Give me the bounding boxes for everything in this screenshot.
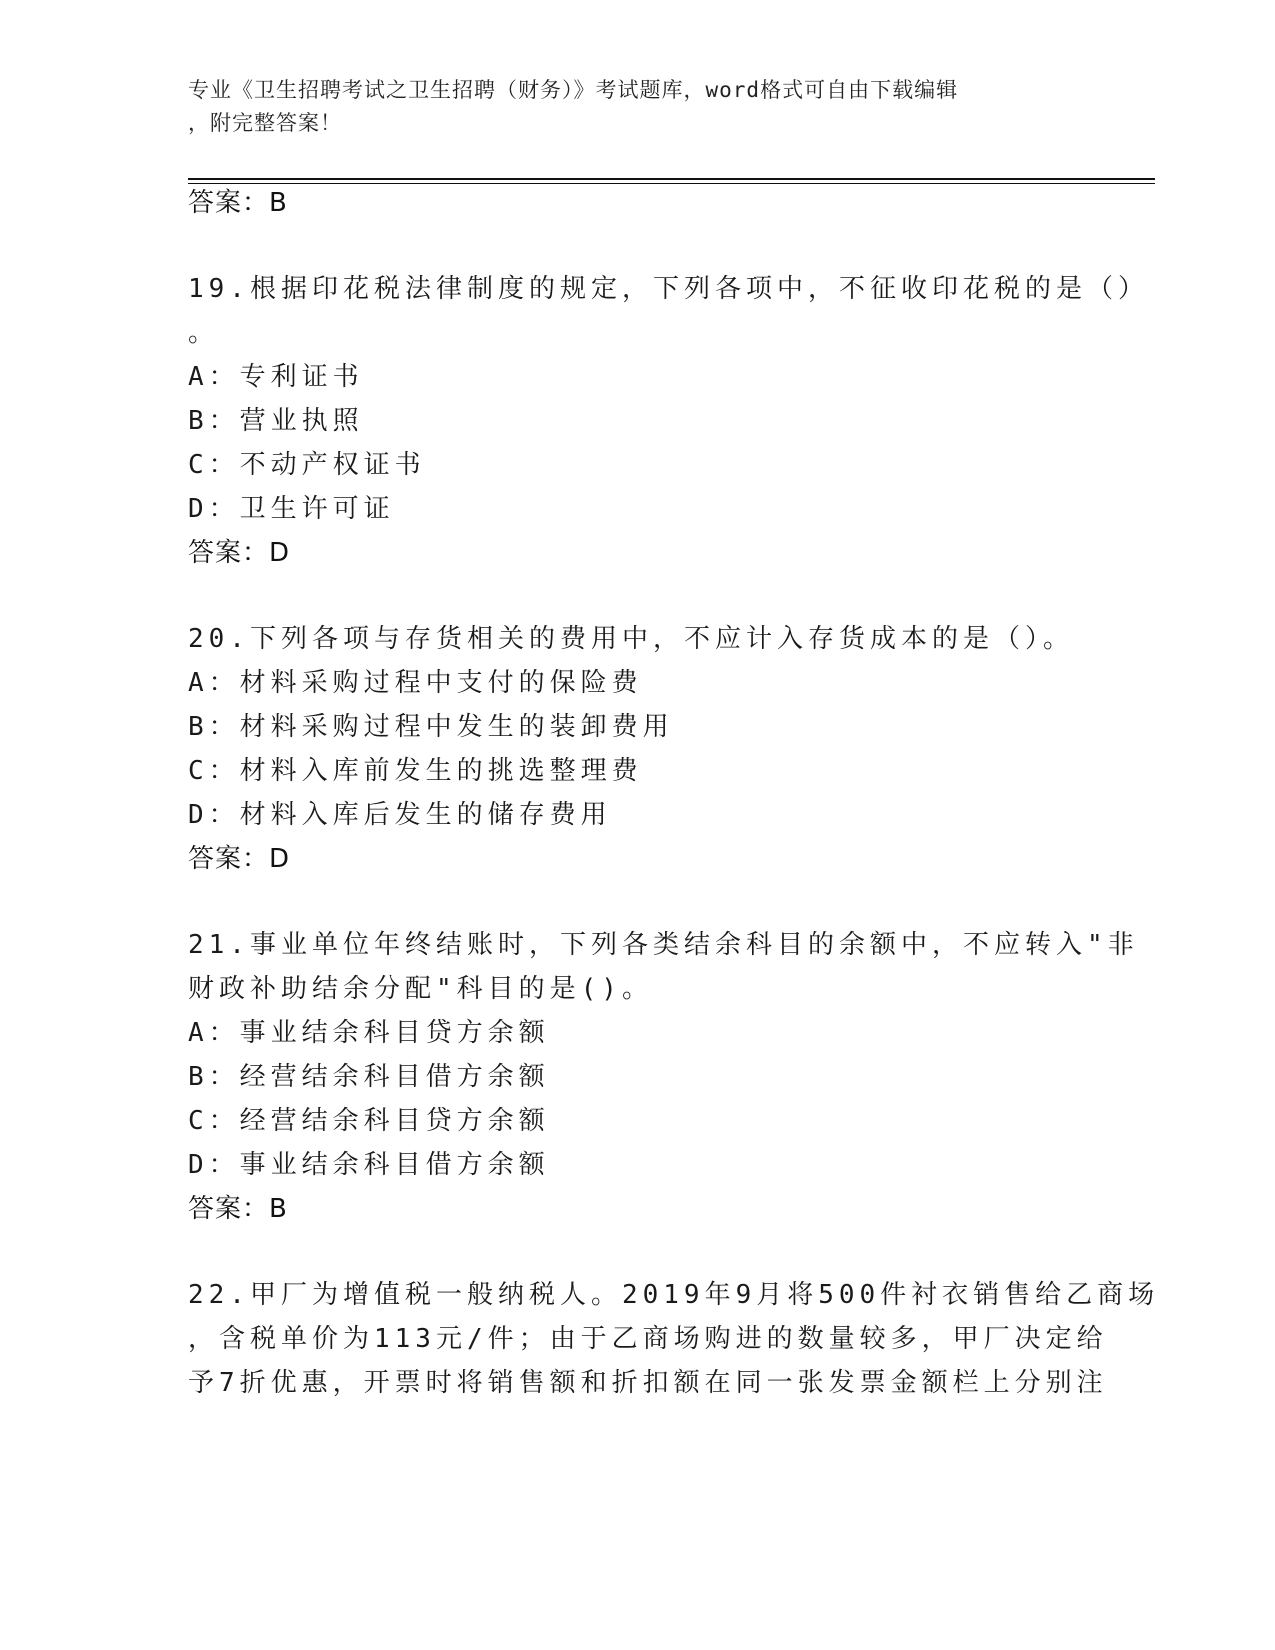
q19-option-b: B：营业执照 [188,406,364,436]
q19-stem-line-1: 19.根据印花税法律制度的规定，下列各项中，不征收印花税的是（） [188,274,1149,304]
q19-option-d: D：卫生许可证 [188,494,395,524]
q22-stem-line-2: ，含税单价为113元/件；由于乙商场购进的数量较多，甲厂决定给 [188,1324,1108,1354]
q20-stem-line-1: 20.下列各项与存货相关的费用中，不应计入存货成本的是（）。 [188,624,1074,654]
answer-q21: 答案：B [188,1194,288,1224]
q19-option-a: A：专利证书 [188,362,364,392]
q22-stem-line-3: 予7折优惠，开票时将销售额和折扣额在同一张发票金额栏上分别注 [188,1368,1108,1398]
q19-stem-line-2: 。 [188,318,220,348]
q21-stem-line-1: 21.事业单位年终结账时，下列各类结余科目的余额中，不应转入"非 [188,930,1139,960]
header-divider-thick [188,178,1155,180]
answer-q18: 答案：B [188,188,288,218]
header-line-1: 专业《卫生招聘考试之卫生招聘（财务）》考试题库，word格式可自由下载编辑 [188,78,959,102]
document-header [188,74,1088,140]
q20-option-c: C：材料入库前发生的挑选整理费 [188,756,643,786]
q22-stem-line-1: 22.甲厂为增值税一般纳税人。2019年9月将500件衬衣销售给乙商场 [188,1280,1160,1310]
q21-option-b: B：经营结余科目借方余额 [188,1062,550,1092]
q21-option-a: A：事业结余科目贷方余额 [188,1018,550,1048]
header-line-2: ，附完整答案！ [188,111,342,135]
q20-option-b: B：材料采购过程中发生的装卸费用 [188,712,674,742]
q21-option-c: C：经营结余科目贷方余额 [188,1106,550,1136]
q20-option-a: A：材料采购过程中支付的保险费 [188,668,643,698]
q20-option-d: D：材料入库后发生的储存费用 [188,800,612,830]
header-divider-thin [188,183,1155,184]
q21-stem-line-2: 财政补助结余分配"科目的是()。 [188,974,653,1004]
q19-option-c: C：不动产权证书 [188,450,426,480]
answer-q20: 答案：D [188,844,291,874]
answer-q19: 答案：D [188,538,291,568]
q21-option-d: D：事业结余科目借方余额 [188,1150,550,1180]
